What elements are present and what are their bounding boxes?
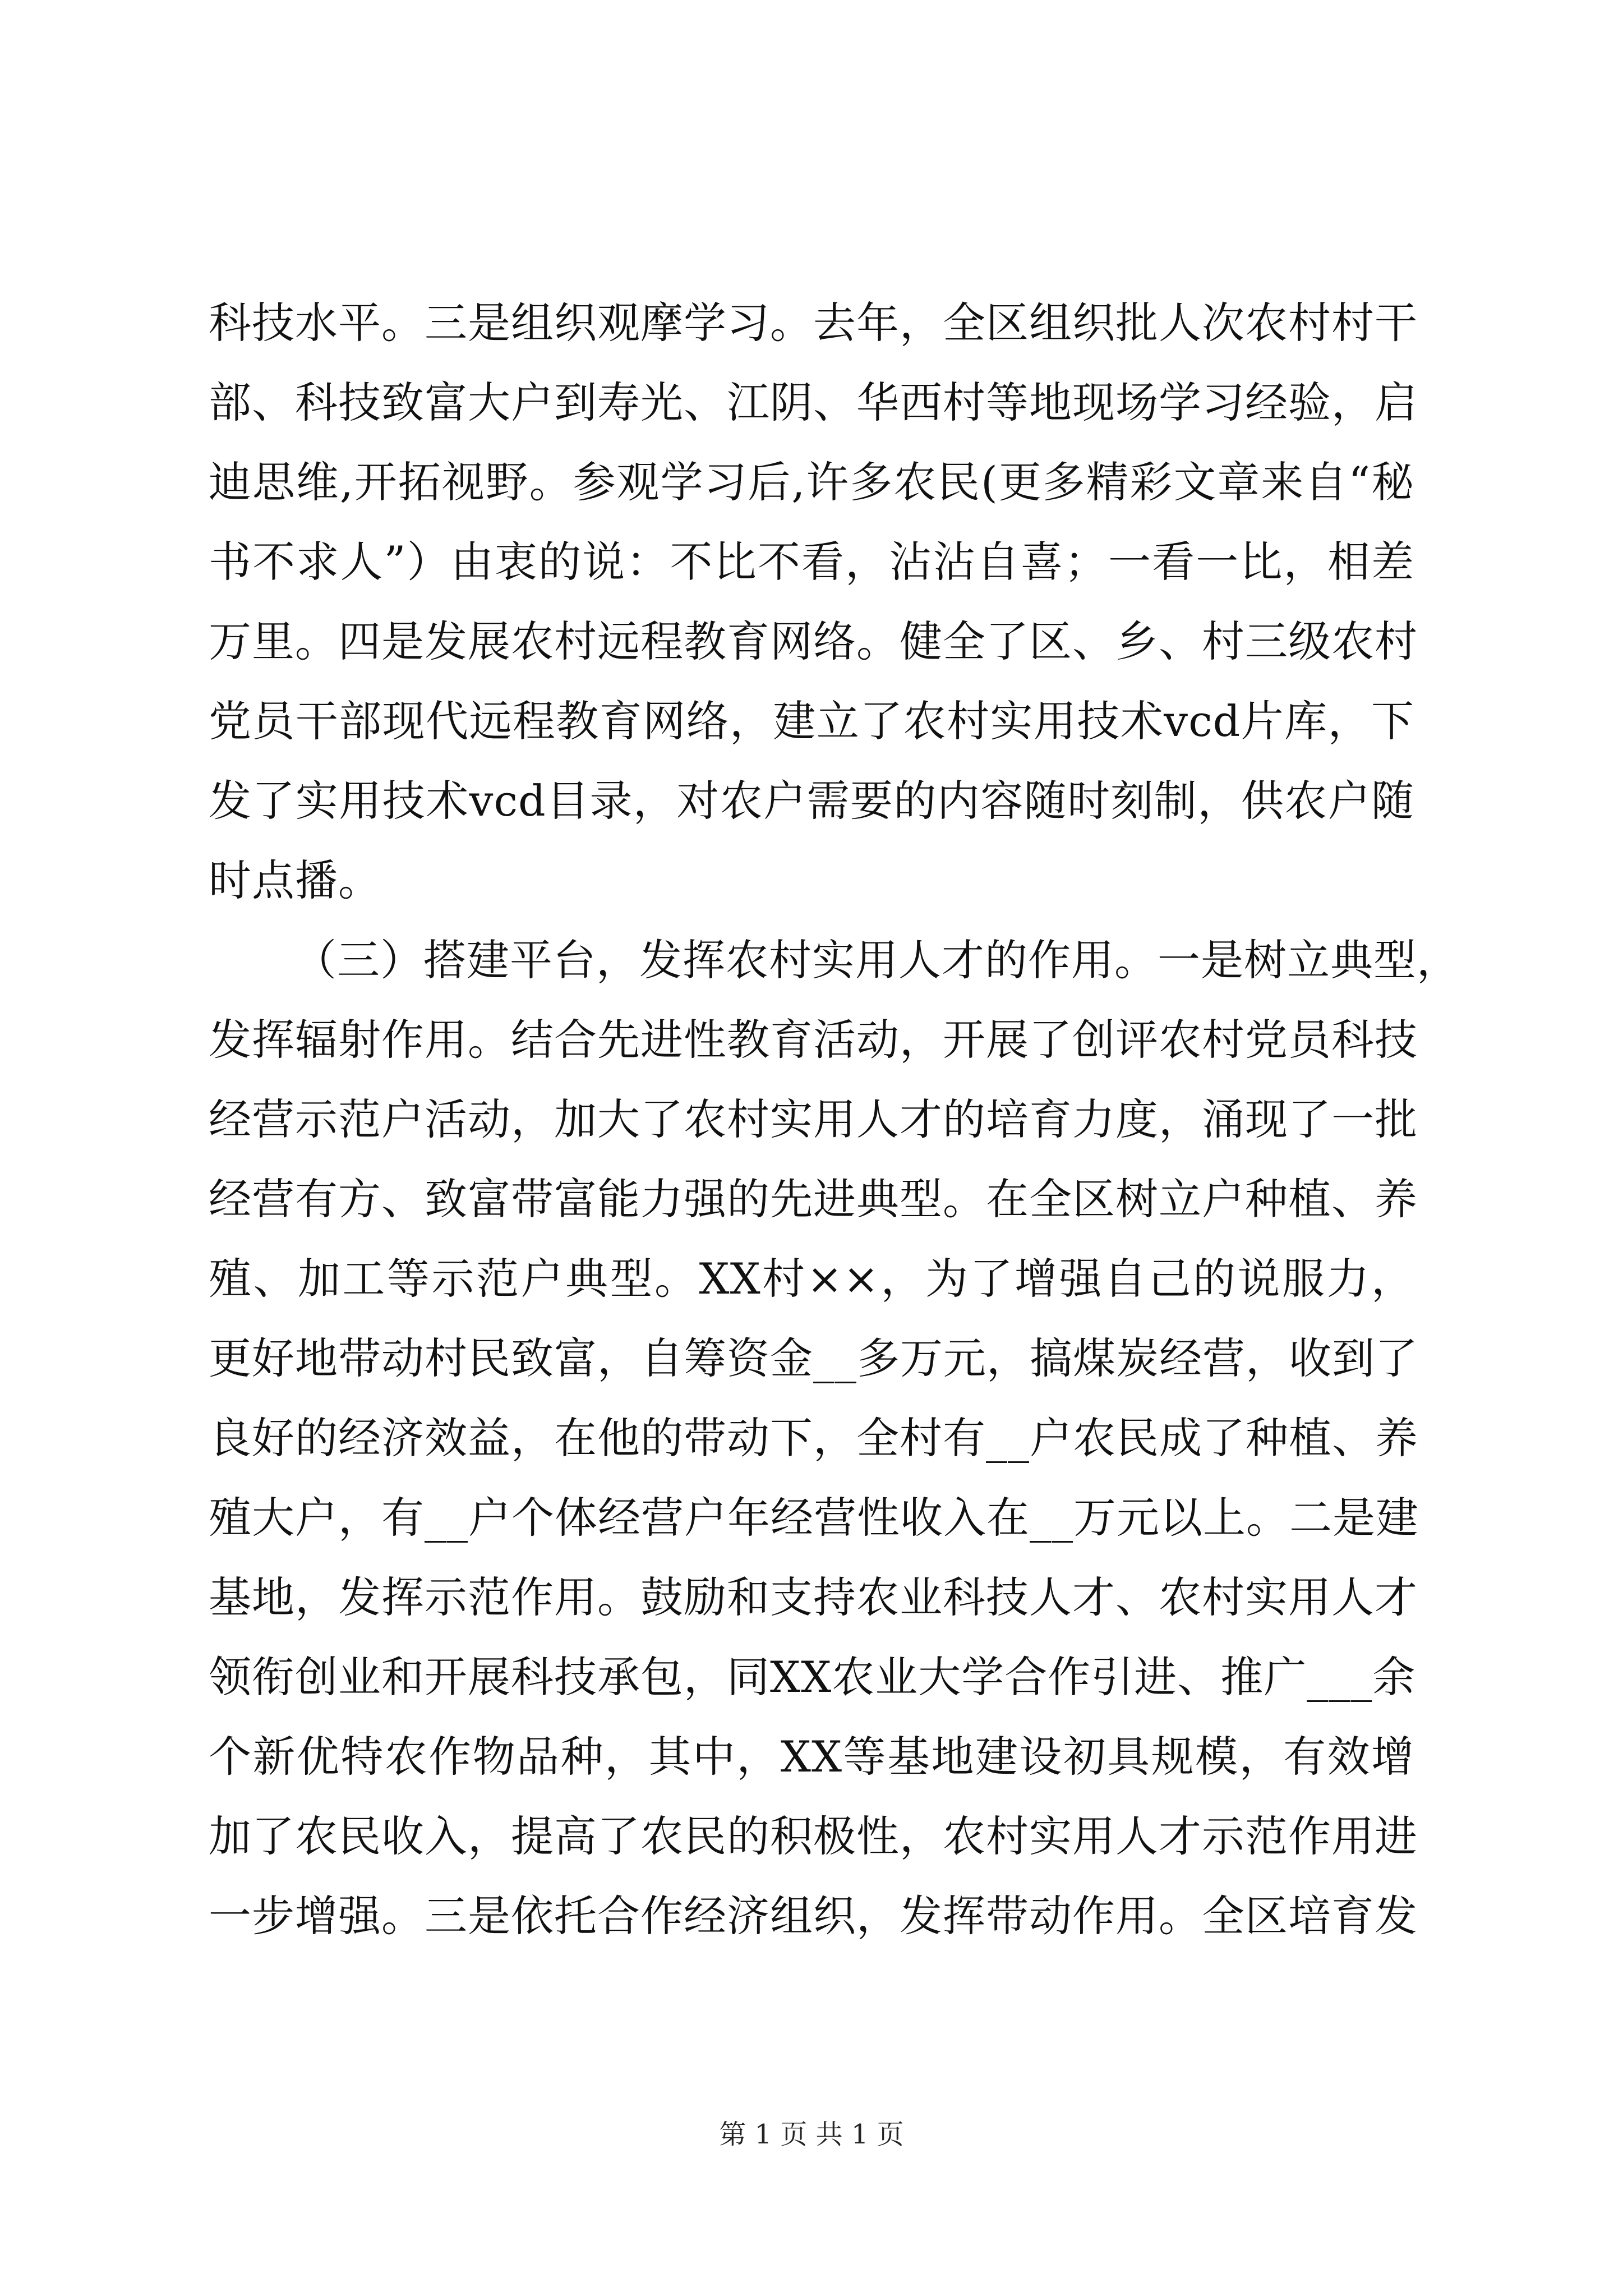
text-line: 加了农民收入，提高了农民的积极性，农村实用人才示范作用进 [209,1811,1418,1861]
text-line: 殖大户，有__户个体经营户年经营性收入在__万元以上。二是建 [209,1493,1419,1543]
text-line: 个新优特农作物品种，其中，XX等基地建设初具规模，有效增 [209,1732,1414,1782]
text-line: 殖、加工等示范户典型。XX村××，为了增强自己的说服力， [209,1254,1414,1304]
text-line: 党员干部现代远程教育网络，建立了农村实用技术vcd片库，下 [209,696,1414,746]
text-line: 更好地带动村民致富，自筹资金__多万元，搞煤炭经营，收到了 [209,1333,1418,1383]
text-line: 科技水平。三是组织观摩学习。去年，全区组织批人次农村村干 [209,298,1418,348]
text-line: 经营示范户活动，加大了农村实用人才的培育力度，涌现了一批 [209,1094,1418,1144]
text-line: 一步增强。三是依托合作经济组织，发挥带动作用。全区培育发 [209,1891,1418,1941]
text-line: 万里。四是发展农村远程教育网络。健全了区、乡、村三级农村 [209,616,1418,666]
text-line: 书不求人”）由衷的说：不比不看，沾沾自喜；一看一比，相差 [209,537,1414,587]
text-line: 时点播。 [209,855,381,905]
text-line: 基地，发挥示范作用。鼓励和支持农业科技人才、农村实用人才 [209,1572,1418,1622]
body-text [209,283,1460,1956]
paragraph-heading-line: （三）搭建平台，发挥农村实用人才的作用。一是树立典型， [294,935,1460,985]
text-line: 经营有方、致富带富能力强的先进典型。在全区树立户种植、养 [209,1174,1418,1224]
text-line: 领衔创业和开展科技承包，同XX农业大学合作引进、推广___余 [209,1652,1416,1702]
page-footer: 第 1 页 共 1 页 [719,2119,904,2150]
text-line: 发挥辐射作用。结合先进性教育活动，开展了创评农村党员科技 [209,1015,1418,1065]
text-line: 迪思维,开拓视野。参观学习后,许多农民(更多精彩文章来自“秘 [209,457,1414,507]
text-line: 良好的经济效益，在他的带动下，全村有__户农民成了种植、养 [209,1413,1418,1463]
text-line: 部、科技致富大户到寿光、江阴、华西村等地现场学习经验，启 [209,378,1418,427]
text-line: 发了实用技术vcd目录，对农户需要的内容随时刻制，供农户随 [209,776,1414,826]
